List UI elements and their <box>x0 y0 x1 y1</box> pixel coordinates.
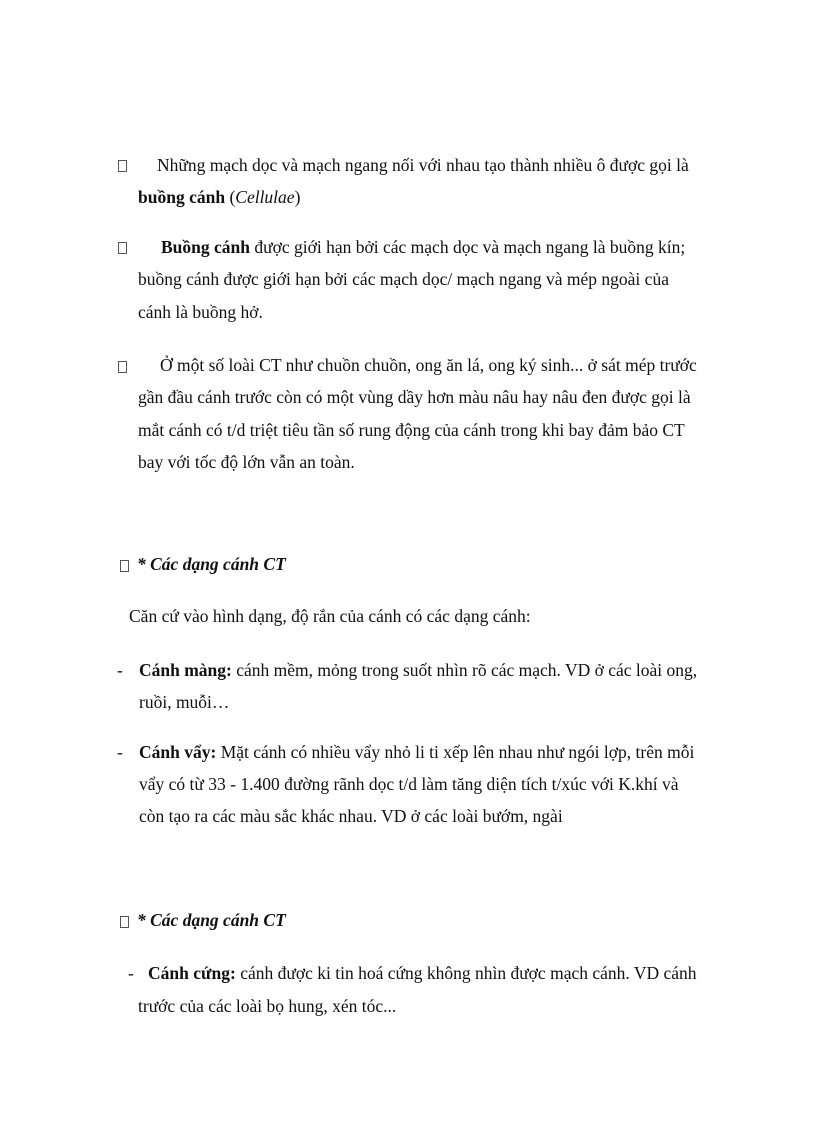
p3-line-1-text: Ở một số loài CT như chuồn chuồn, ong ăn lá, ong ký sinh... ở sát mép trước <box>160 355 697 375</box>
p2-term: Buồng cánh <box>161 237 250 257</box>
bullet-box-icon <box>118 242 127 254</box>
p3-line-2 <box>138 386 691 408</box>
p2-line-2-text: buồng cánh được giới hạn bởi các mạch dọc/ mạch ngang và mép ngoài của <box>138 269 669 289</box>
item-2-line-2-text: vẩy có từ 33 - 1.400 đường rãnh dọc t/d làm tăng diện tích t/xúc với K.khí và <box>139 774 679 794</box>
p3-line-4 <box>138 451 355 473</box>
p2-line-3-text: cánh là buồng hở. <box>138 302 263 322</box>
bullet-box-icon <box>118 160 127 172</box>
bullet-box-icon <box>120 560 129 572</box>
item-3-line-1 <box>148 962 697 984</box>
bullet-box-icon <box>120 916 129 928</box>
p3-line-3 <box>138 419 685 441</box>
p1-line-2 <box>138 186 300 208</box>
item-3-term: Cánh cứng: <box>148 963 236 983</box>
item-2-line-3-text: còn tạo ra các màu sắc khác nhau. VD ở các loài bướm, ngài <box>139 806 563 826</box>
section-1-title <box>137 553 286 575</box>
p2-line-1 <box>161 236 685 258</box>
p1-paren-open: ( <box>225 187 236 207</box>
p2-line-1-rest: được giới hạn bởi các mạch dọc và mạch ngang là buồng kín; <box>250 237 686 257</box>
item-1-line-2-text: ruồi, muỗi… <box>139 692 230 712</box>
item-2-line-2 <box>139 773 679 795</box>
intro-line <box>129 605 531 627</box>
p1-paren-close: ) <box>294 187 301 207</box>
dash-bullet: - <box>117 660 123 680</box>
item-1-line-1 <box>139 659 697 681</box>
p2-line-3 <box>138 301 263 323</box>
section-1-title-text: * Các dạng cánh CT <box>137 554 286 574</box>
p1-line-1-text: Những mạch dọc và mạch ngang nối với nhau tạo thành nhiều ô được gọi là <box>157 155 689 175</box>
item-1-line-2 <box>139 691 229 713</box>
item-2-line-1-rest: Mặt cánh có nhiều vẩy nhỏ li ti xếp lên nhau như ngói lợp, trên mỗi <box>216 742 695 762</box>
p3-line-4-text: bay với tốc độ lớn vẫn an toàn. <box>138 452 355 472</box>
p1-term: buồng cánh <box>138 187 226 207</box>
dash-bullet: - <box>117 742 123 762</box>
item-1-term: Cánh màng: <box>139 660 232 680</box>
item-2-line-1 <box>139 741 694 763</box>
p3-line-1 <box>160 354 697 376</box>
p3-line-2-text: gần đầu cánh trước còn có một vùng dầy hơn màu nâu hay nâu đen được gọi là <box>138 387 691 407</box>
p2-line-2 <box>138 268 669 290</box>
item-1-line-1-rest: cánh mềm, mỏng trong suốt nhìn rõ các mạch. VD ở các loài ong, <box>231 660 698 680</box>
item-3-line-2 <box>138 995 396 1017</box>
p1-latin: Cellulae <box>235 187 295 207</box>
item-2-line-3 <box>139 805 563 827</box>
bullet-box-icon <box>118 361 127 373</box>
item-3-line-2-text: trước của các loài bọ hung, xén tóc... <box>138 996 397 1016</box>
dash-bullet: - <box>128 963 134 983</box>
item-2-term: Cánh vẩy: <box>139 742 217 762</box>
p3-line-3-text: mắt cánh có t/d triệt tiêu tần số rung động của cánh trong khi bay đảm bảo CT <box>138 420 685 440</box>
section-2-title-text: * Các dạng cánh CT <box>137 910 286 930</box>
item-3-line-1-rest: cánh được ki tin hoá cứng không nhìn được mạch cánh. VD cánh <box>235 963 697 983</box>
intro-text: Căn cứ vào hình dạng, độ rắn của cánh có các dạng cánh: <box>129 606 531 626</box>
section-2-title <box>137 909 286 931</box>
p1-line-1 <box>157 154 689 176</box>
